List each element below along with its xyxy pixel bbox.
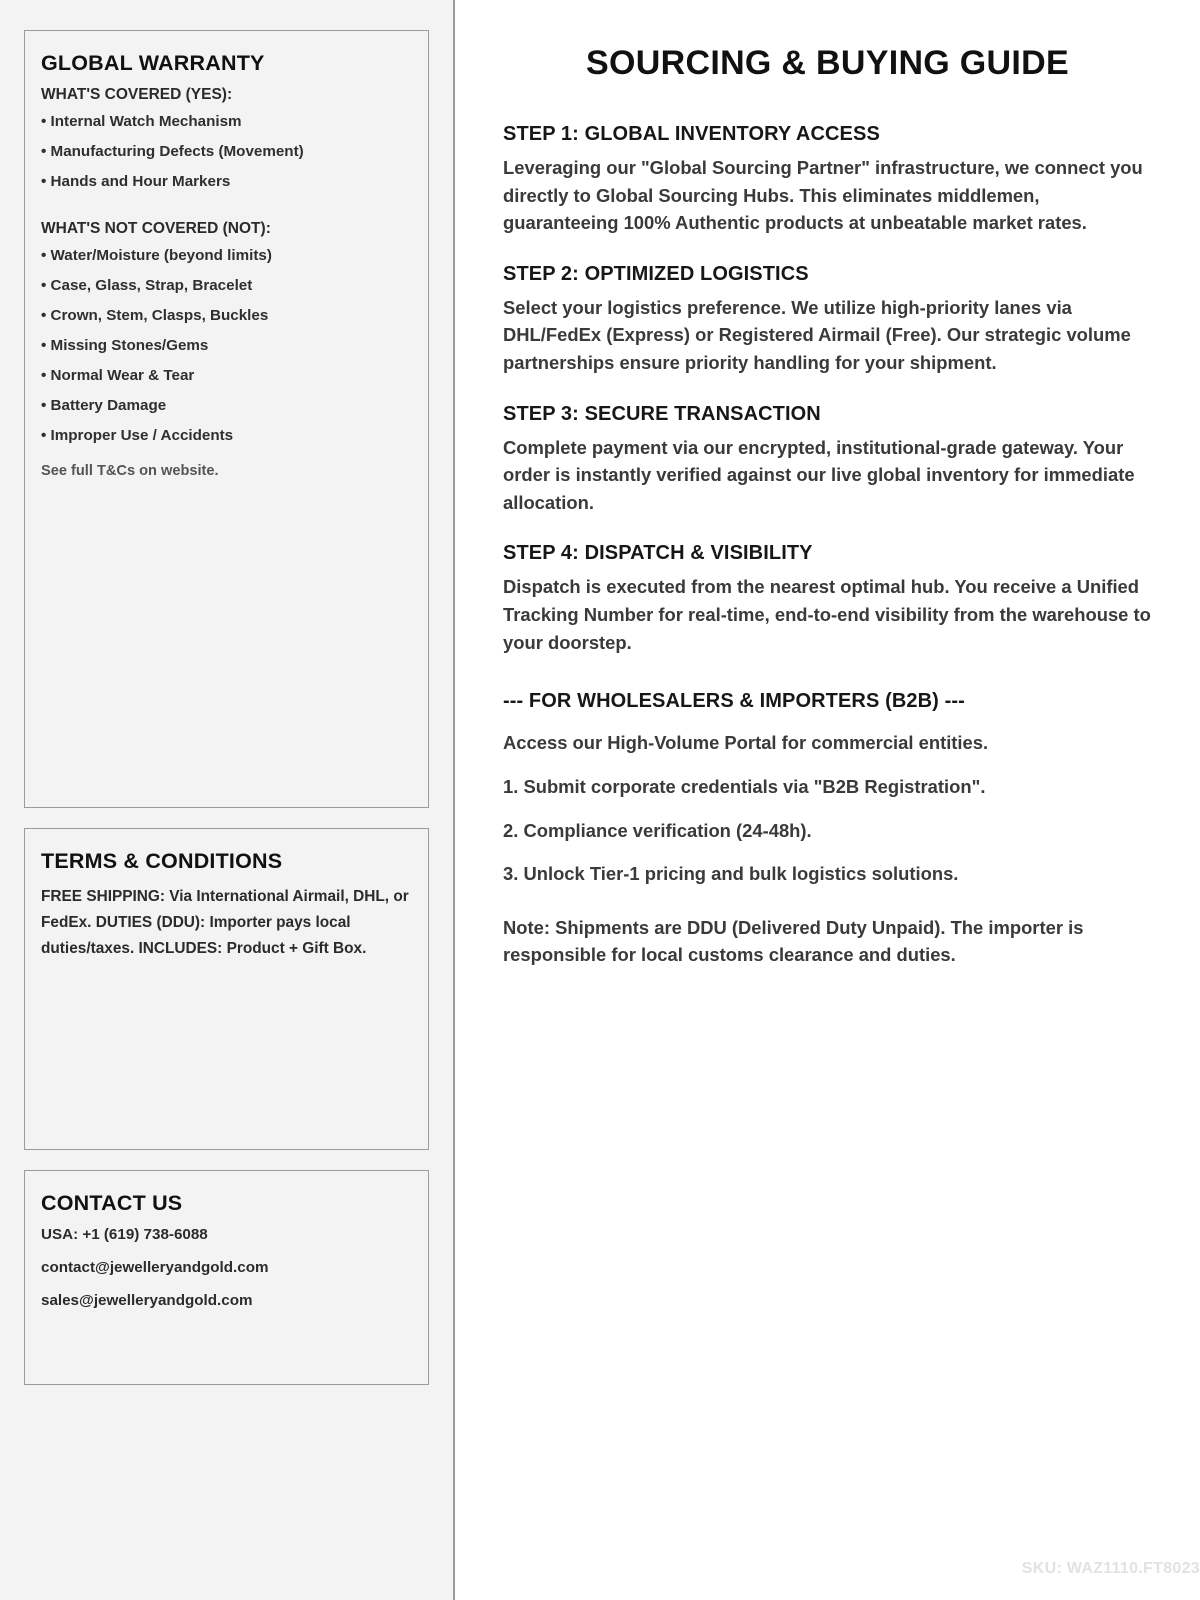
covered-heading: WHAT'S COVERED (YES): <box>41 86 233 103</box>
global-warranty-card <box>24 30 429 808</box>
step-2-body: Select your logistics preference. We utilize high-priority lanes via DHL/FedEx (Express) or Registered Airmail (Free). Our strategic volume partnerships ensure priority handling for your shipment. <box>503 296 1131 374</box>
sku-label: SKU: WAZ1110.FT8023 <box>1021 1560 1200 1577</box>
terms-and-conditions-card <box>24 828 429 1150</box>
b2b-duty-note: Note: Shipments are DDU (Delivered Duty Unpaid). The importer is responsible for local customs clearance and duties. <box>503 916 1084 966</box>
list-item: • Hands and Hour Markers <box>41 173 231 190</box>
left-sidebar-column <box>0 0 455 1600</box>
list-item: • Improper Use / Accidents <box>41 427 234 444</box>
step-3-body: Complete payment via our encrypted, institutional-grade gateway. Your order is instantly verified against our live global inventory for immediate allocation. <box>503 436 1135 513</box>
list-item: • Battery Damage <box>41 397 167 414</box>
page-title: SOURCING & BUYING GUIDE <box>586 44 1069 82</box>
global-warranty-title: GLOBAL WARRANTY <box>41 51 265 75</box>
contact-email-primary: contact@jewelleryandgold.com <box>41 1259 269 1276</box>
guide-step-2 <box>503 263 1152 377</box>
list-item: • Normal Wear & Tear <box>41 367 195 384</box>
list-item: • Case, Glass, Strap, Bracelet <box>41 277 253 294</box>
step-4-heading: STEP 4: DISPATCH & VISIBILITY <box>503 542 813 565</box>
step-2-heading: STEP 2: OPTIMIZED LOGISTICS <box>503 262 809 285</box>
step-4-body: Dispatch is executed from the nearest optimal hub. You receive a Unified Tracking Number for real-time, end-to-end visibility from the warehouse to your doorstep. <box>503 576 1151 653</box>
step-1-body: Leveraging our "Global Sourcing Partner" infrastructure, we connect you directly to Global Sourcing Hubs. This eliminates middlemen, guaranteeing 100% Authentic products at unbeatable market rates. <box>503 157 1143 234</box>
terms-title: TERMS & CONDITIONS <box>41 849 283 873</box>
list-item: • Manufacturing Defects (Movement) <box>41 143 304 160</box>
guide-step-4 <box>503 542 1152 656</box>
sourcing-guide-column <box>455 0 1200 1600</box>
list-item: • Internal Watch Mechanism <box>41 113 242 130</box>
list-item: • Crown, Stem, Clasps, Buckles <box>41 307 269 324</box>
b2b-line: 2. Compliance verification (24-48h). <box>503 819 812 841</box>
contact-phone: USA: +1 (619) 738-6088 <box>41 1226 208 1243</box>
b2b-line: 3. Unlock Tier-1 pricing and bulk logistics solutions. <box>503 863 959 885</box>
guide-step-3 <box>503 403 1152 517</box>
terms-body: FREE SHIPPING: Via International Airmail, DHL, or FedEx. DUTIES (DDU): Importer pays local duties/taxes. INCLUDES: Product + Gift Box. <box>41 888 409 957</box>
b2b-line: 1. Submit corporate credentials via "B2B Registration". <box>503 775 986 797</box>
step-3-heading: STEP 3: SECURE TRANSACTION <box>503 402 821 425</box>
contact-email-sales: sales@jewelleryandgold.com <box>41 1292 253 1309</box>
contact-us-card <box>24 1170 429 1385</box>
section-spacer <box>41 202 412 220</box>
list-item: • Missing Stones/Gems <box>41 337 209 354</box>
step-1-heading: STEP 1: GLOBAL INVENTORY ACCESS <box>503 123 880 145</box>
guide-step-1 <box>503 123 1152 237</box>
not-covered-heading: WHAT'S NOT COVERED (NOT): <box>41 220 271 237</box>
b2b-section-heading: --- FOR WHOLESALERS & IMPORTERS (B2B) --- <box>503 690 965 713</box>
list-item: • Water/Moisture (beyond limits) <box>41 247 272 264</box>
contact-title: CONTACT US <box>41 1191 183 1215</box>
b2b-line: Access our High-Volume Portal for commercial entities. <box>503 732 989 754</box>
warranty-footnote: See full T&Cs on website. <box>41 463 219 479</box>
